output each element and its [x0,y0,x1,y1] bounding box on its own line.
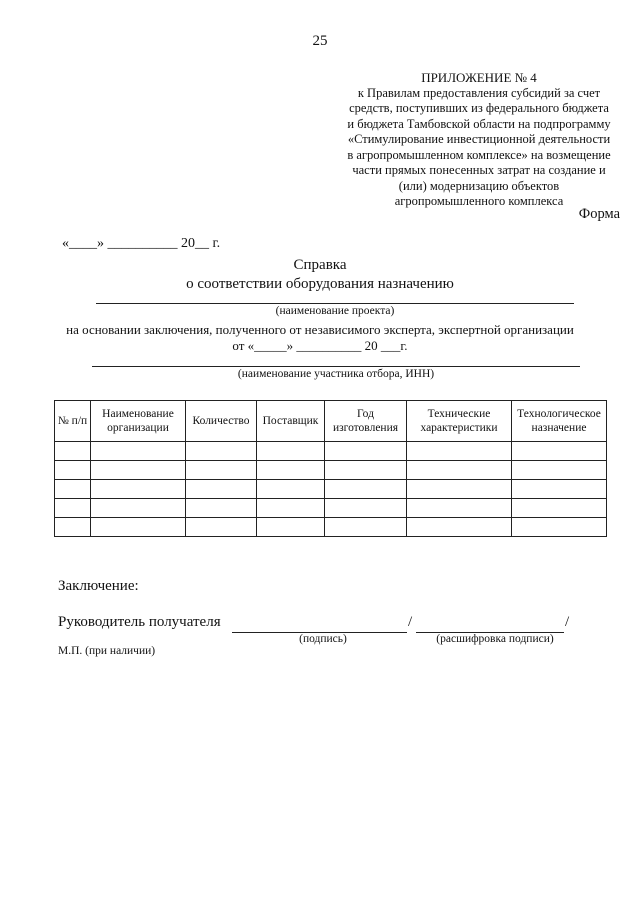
signature-line [58,614,221,631]
decoding-separator: / [565,614,570,630]
table-header-row [55,401,607,442]
table-cell [407,499,512,518]
table-cell [186,480,257,499]
participant-caption: (наименование участника отбора, ИНН) [237,368,435,380]
appendix-line: к Правилам предоставления субсидий за счет [357,85,601,100]
project-caption: (наименование проекта) [275,305,395,317]
title-line-2: о соответствии оборудования назначению [186,276,454,292]
table-cell [186,461,257,480]
table-cell [325,442,407,461]
table-cell [91,461,186,480]
table-cell [325,499,407,518]
table-cell [186,499,257,518]
signature-label: Руководитель получателя [58,614,221,630]
table-cell [55,442,91,461]
title-line-1: Справка [293,257,347,273]
table-cell [407,442,512,461]
decoding-caption: (расшифровка подписи) [436,633,554,645]
column-header: Технические характеристики [407,401,512,442]
appendix-line: и бюджета Тамбовской области на подпрограмму [347,116,611,131]
table-cell [512,518,607,537]
table-row [55,518,607,537]
table-cell [512,461,607,480]
table-cell [55,461,91,480]
table-row [55,480,607,499]
page-number: 25 [312,33,328,49]
table-cell [257,518,325,537]
table-row [55,499,607,518]
table-cell [407,461,512,480]
signature-caption: (подпись) [299,633,347,645]
table-row [55,461,607,480]
table-cell [512,499,607,518]
appendix-block [338,70,620,210]
basis-line-2: от «_____» __________ 20 ___г. [232,338,408,353]
table-cell [512,442,607,461]
conclusion-label: Заключение: [58,578,139,594]
column-header: Технологическое назначение [512,401,607,442]
table-cell [257,461,325,480]
column-header: Поставщик [257,401,325,442]
project-name-line [96,303,574,304]
table-cell [91,499,186,518]
table-cell [91,442,186,461]
appendix-line: (или) модернизацию объектов [398,178,560,193]
table-cell [91,518,186,537]
participant-name-line [92,366,580,367]
table-cell [257,480,325,499]
form-label: Форма [578,206,620,222]
table-cell [325,518,407,537]
table-cell [91,480,186,499]
signature-separator: / [408,614,413,630]
table-cell [55,518,91,537]
table-cell [407,480,512,499]
table-cell [55,499,91,518]
appendix-line: агропромышленного комплекса [394,194,564,208]
table-cell [325,461,407,480]
column-header: Год изготовления [325,401,407,442]
basis-text [0,322,640,354]
column-header: № п/п [55,401,91,442]
appendix-line: средств, поступивших из федерального бюджета [349,101,609,115]
table-cell [257,442,325,461]
column-header: Количество [186,401,257,442]
basis-line-1: на основании заключения, полученного от независимого эксперта, экспертной организации [66,322,574,337]
appendix-line: в агропромышленном комплексе» на возмещение [347,147,611,162]
appendix-heading: ПРИЛОЖЕНИЕ № 4 [421,70,537,85]
table-cell [407,518,512,537]
equipment-table [54,400,607,537]
document-title [0,256,640,294]
table-cell [512,480,607,499]
appendix-line: «Стимулирование инвестиционной деятельности [347,132,611,146]
column-header: Наименование организации [91,401,186,442]
table-row [55,442,607,461]
table-cell [55,480,91,499]
table-cell [257,499,325,518]
seal-note: М.П. (при наличии) [58,645,156,657]
appendix-line: части прямых понесенных затрат на создание и [352,163,606,177]
table-cell [186,442,257,461]
date-line: «____» __________ 20__ г. [62,236,221,251]
table-cell [186,518,257,537]
table-cell [325,480,407,499]
